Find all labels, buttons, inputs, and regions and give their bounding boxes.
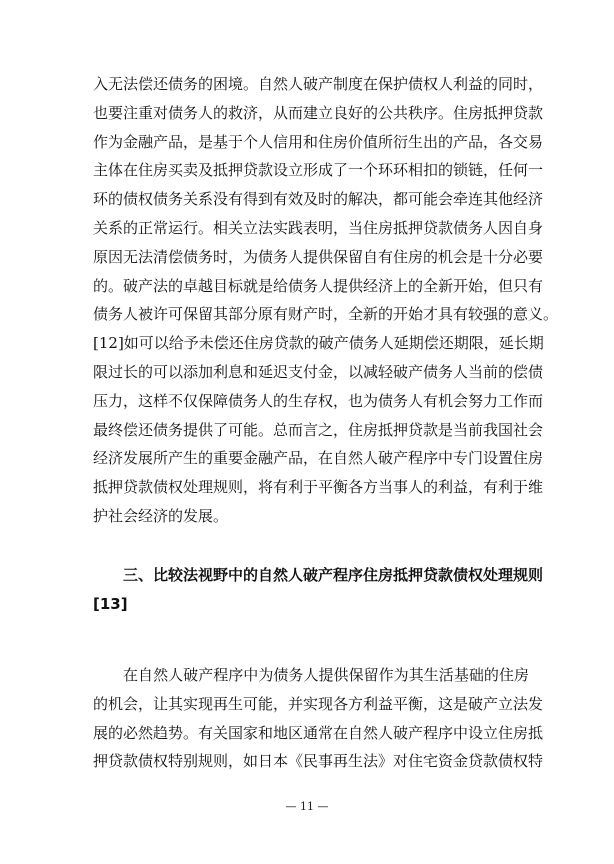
text-line: [12]如可以给予未偿还住房贷款的破产债务人延期偿还期限，延长期 (93, 334, 544, 353)
text-line: 的机会，让其实现再生可能，并实现各方利益平衡，这是破产立法发 (93, 694, 544, 713)
text-line: 抵押贷款债权处理规则，将有利于平衡各方当事人的利益，有利于维 (93, 478, 544, 497)
text-line: 押贷款债权特别规则，如日本《民事再生法》对住宅资金贷款债权特 (93, 752, 544, 771)
text-line: 经济发展所产生的重要金融产品，在自然人破产程序中专门设置住房 (93, 449, 544, 468)
section-heading (93, 561, 544, 619)
section-heading-footnote: [13] (93, 595, 128, 613)
text-line: 护社会经济的发展。 (93, 506, 229, 525)
text-line: 原因无法清偿债务时，为债务人提供保留自有住房的机会是十分必要 (93, 247, 544, 266)
text-line: 最终偿还债务提供了可能。总而言之，住房抵押贷款是当前我国社会 (93, 420, 544, 439)
text-line: 债务人被许可保留其部分原有财产时，全新的开始才具有较强的意义。 (93, 305, 559, 324)
body-paragraph-2 (93, 661, 544, 776)
text-line: 限过长的可以添加利息和延迟支付金，以减轻破产债务人当前的偿债 (93, 362, 544, 381)
text-line: 在自然人破产程序中为债务人提供保留作为其生活基础的住房 (123, 666, 529, 684)
page-number: — 11 — (285, 800, 329, 813)
text-line: 作为金融产品，是基于个人信用和住房价值所衍生出的产品，各交易 (93, 132, 544, 151)
text-line: 的。破产法的卓越目标就是给债务人提供经济上的全新开始，但只有 (93, 276, 544, 295)
section-heading-title: 三、比较法视野中的自然人破产程序住房抵押贷款债权处理规则 (123, 566, 544, 584)
text-line: 入无法偿还债务的困境。自然人破产制度在保护债权人利益的同时， (93, 75, 544, 93)
text-line: 环的债权债务关系没有得到有效及时的解决，都可能会牵连其他经济 (93, 190, 544, 209)
text-line: 也要注重对债务人的救济，从而建立良好的公共秩序。住房抵押贷款 (93, 103, 544, 122)
text-line: 展的必然趋势。有关国家和地区通常在自然人破产程序中设立住房抵 (93, 723, 544, 742)
text-line: 压力，这样不仅保障债务人的生存权，也为债务人有机会努力工作而 (93, 391, 544, 410)
text-line: 关系的正常运行。相关立法实践表明，当住房抵押贷款债务人因自身 (93, 218, 544, 237)
text-line: 主体在住房买卖及抵押贷款设立形成了一个环环相扣的锁链，任何一 (93, 161, 544, 180)
body-paragraph-1 (93, 70, 559, 531)
